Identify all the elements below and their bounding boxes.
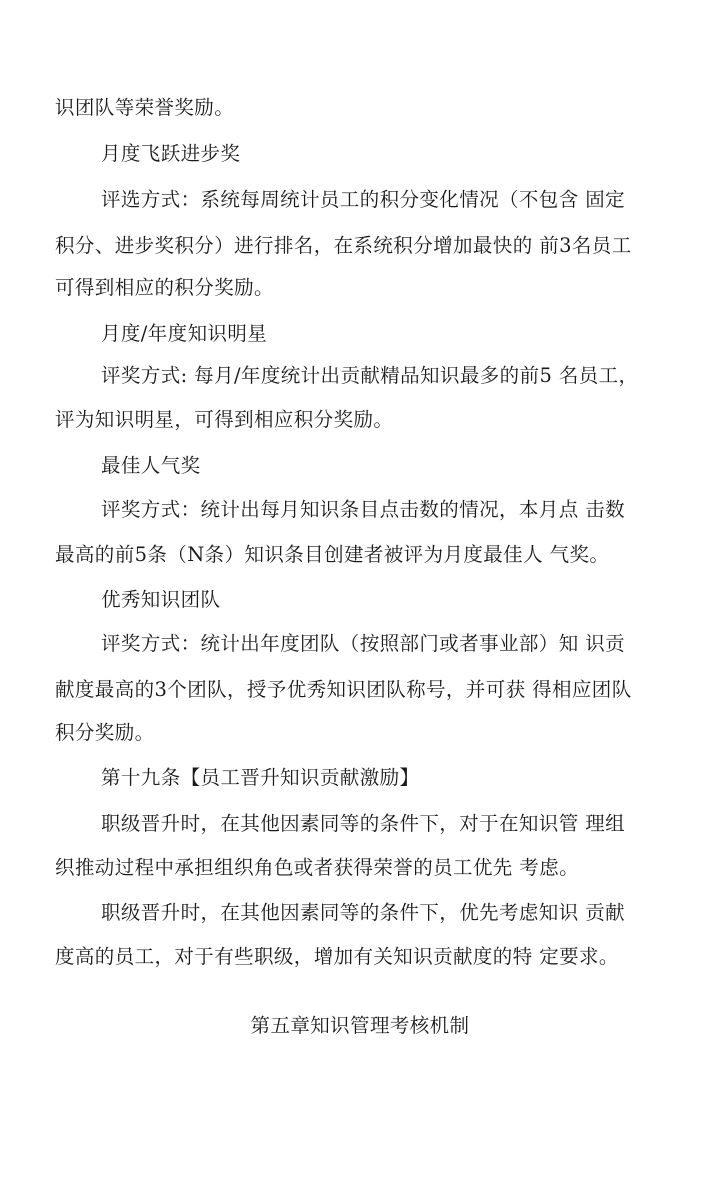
paragraph-line: 最高的前5条（N条）知识条目创建者被评为月度最佳人 气奖。 xyxy=(55,543,610,566)
award-title-monthly-leap: 月度飞跃进步奖 xyxy=(101,142,241,165)
article-19-title: 第十九条【员工晋升知识贡献激励】 xyxy=(101,766,420,789)
paragraph-line: 评奖方式: 每月/年度统计出贡献精品知识最多的前5 名员工， xyxy=(101,364,639,387)
paragraph-line: 评奖方式：统计出每月知识条目点击数的情况，本月点 击数 xyxy=(101,498,625,521)
paragraph-line: 职级晋升时，在其他因素同等的条件下，优先考虑知识 贡献 xyxy=(101,901,625,924)
paragraph-line: 识团队等荣誉奖励。 xyxy=(55,96,235,119)
paragraph-line: 评奖方式：统计出年度团队（按照部门或者事业部）知 识贡 xyxy=(101,632,625,655)
award-title-popularity: 最佳人气奖 xyxy=(101,454,201,477)
paragraph-line: 织推动过程中承担组织角色或者获得荣誉的员工优先 考虑。 xyxy=(55,856,579,879)
paragraph-line: 度高的员工，对于有些职级，增加有关知识贡献度的特 定要求。 xyxy=(55,945,619,968)
paragraph-line: 可得到相应的积分奖励。 xyxy=(55,276,274,299)
award-title-knowledge-star: 月度/年度知识明星 xyxy=(101,322,268,345)
paragraph-line: 评选方式：系统每周统计员工的积分变化情况（不包含 固定 xyxy=(101,188,625,211)
award-title-excellent-team: 优秀知识团队 xyxy=(101,588,221,611)
paragraph-line: 积分奖励。 xyxy=(55,721,155,744)
paragraph-line: 评为知识明星，可得到相应积分奖励。 xyxy=(55,408,394,431)
paragraph-line: 职级晋升时，在其他因素同等的条件下，对于在知识管 理组 xyxy=(101,812,625,835)
paragraph-line: 积分、进步奖积分）进行排名，在系统积分增加最快的 前3名员工 xyxy=(55,234,632,257)
paragraph-line: 献度最高的3个团队，授予优秀知识团队称号，并可获 得相应团队 xyxy=(55,678,632,701)
chapter-heading: 第五章知识管理考核机制 xyxy=(250,1014,470,1037)
